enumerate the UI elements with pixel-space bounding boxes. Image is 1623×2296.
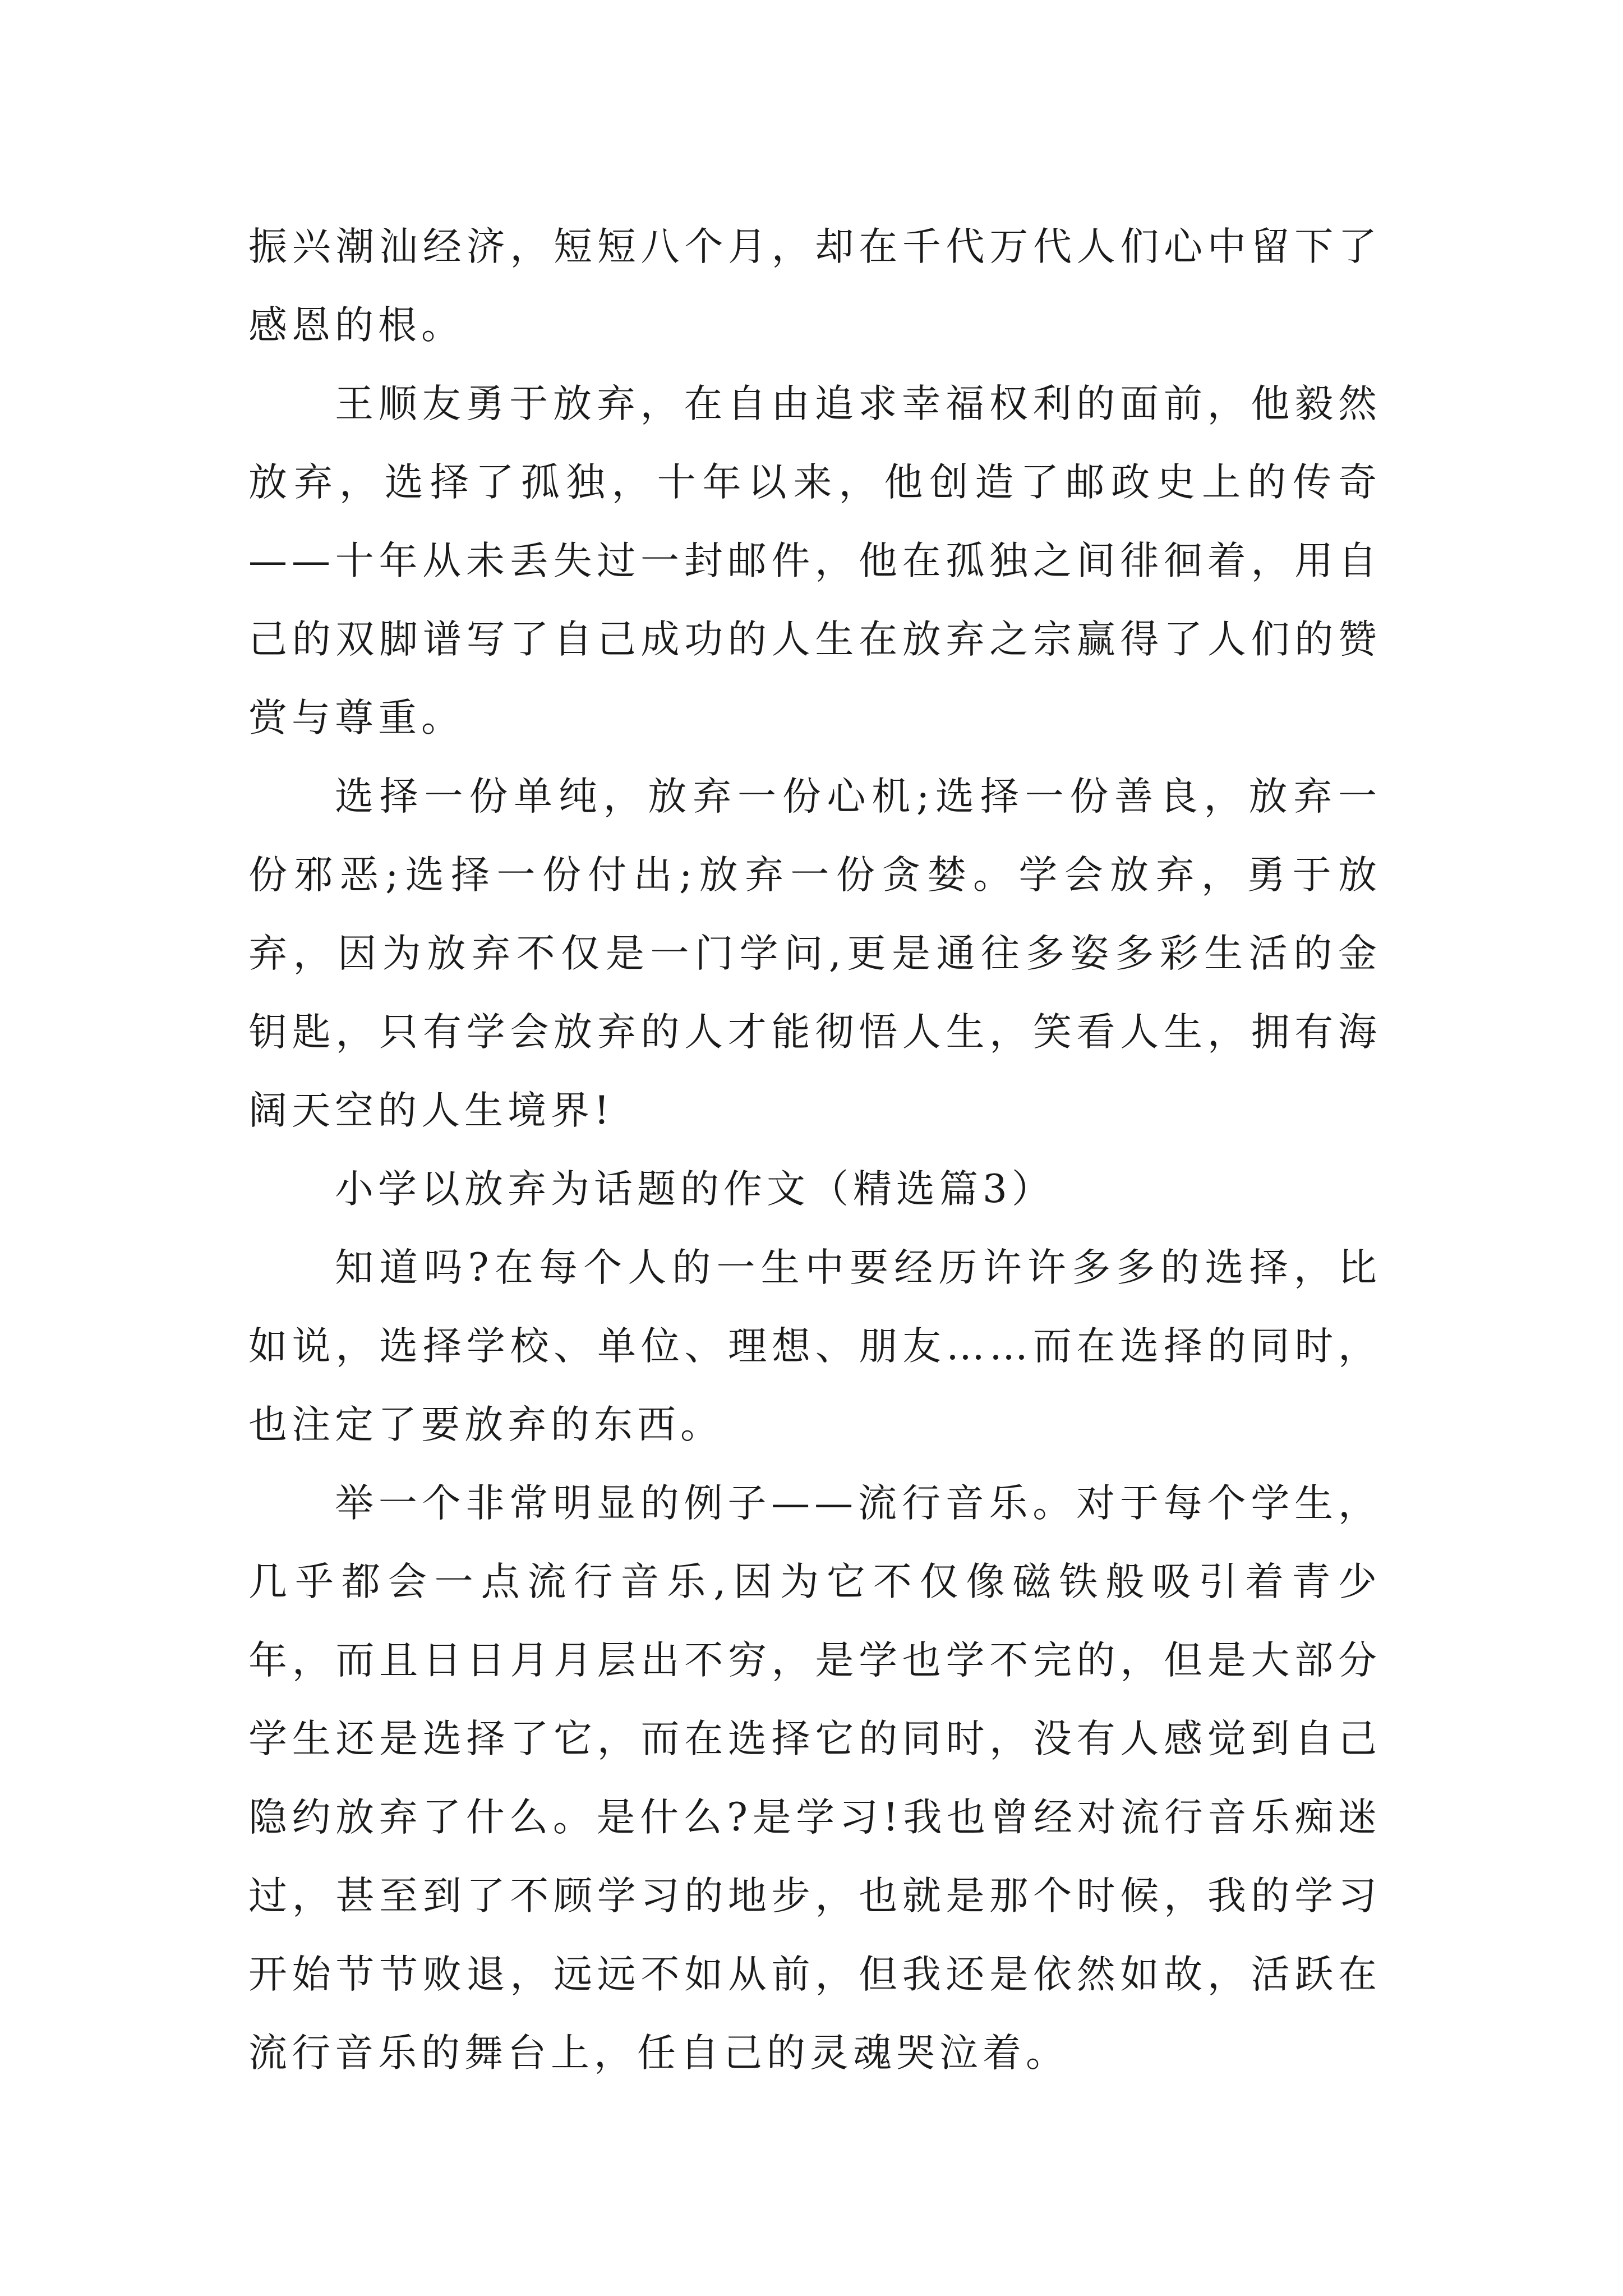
paragraph-pop-music-example: 举一个非常明显的例子——流行音乐。对于每个学生，几乎都会一点流行音乐,因为它不仅像磁铁般吸引着青少年，而且日日月月层出不穷，是学也学不完的，但是大部分学生还是选择了它，而在选择它的同时，没有人感觉到自己隐约放弃了什么。是什么?是学习!我也曾经对流行音乐痴迷过，甚至到了不顾学习的地步，也就是那个时候，我的学习开始节节败退，远远不如从前，但我还是依然如故，活跃在流行音乐的舞台上，任自己的灵魂哭泣着。 (248, 1481, 1381, 2076)
document-body (248, 208, 1381, 2092)
paragraph-choose-and-give-up: 选择一份单纯，放弃一份心机;选择一份善良，放弃一份邪恶;选择一份付出;放弃一份贪婪。学会放弃，勇于放弃，因为放弃不仅是一门学问,更是通往多姿多彩生活的金钥匙，只有学会放弃的人才能彻悟人生，笑看人生，拥有海阔天空的人生境界! (248, 774, 1381, 1133)
section-title: 小学以放弃为话题的作文（精选篇3） (335, 1167, 1055, 1212)
paragraph-choices-in-life: 知道吗?在每个人的一生中要经历许许多多的选择，比如说，选择学校、单位、理想、朋友……而在选择的同时，也注定了要放弃的东西。 (248, 1245, 1381, 1447)
paragraph-wang-shunyou: 王顺友勇于放弃，在自由追求幸福权利的面前，他毅然放弃，选择了孤独，十年以来，他创造了邮政史上的传奇——十年从未丢失过一封邮件，他在孤独之间徘徊着，用自己的双脚谱写了自己成功的人生在放弃之宗赢得了人们的赞赏与尊重。 (248, 381, 1381, 740)
paragraph-continuation: 振兴潮汕经济，短短八个月，却在千代万代人们心中留下了感恩的根。 (248, 224, 1381, 348)
